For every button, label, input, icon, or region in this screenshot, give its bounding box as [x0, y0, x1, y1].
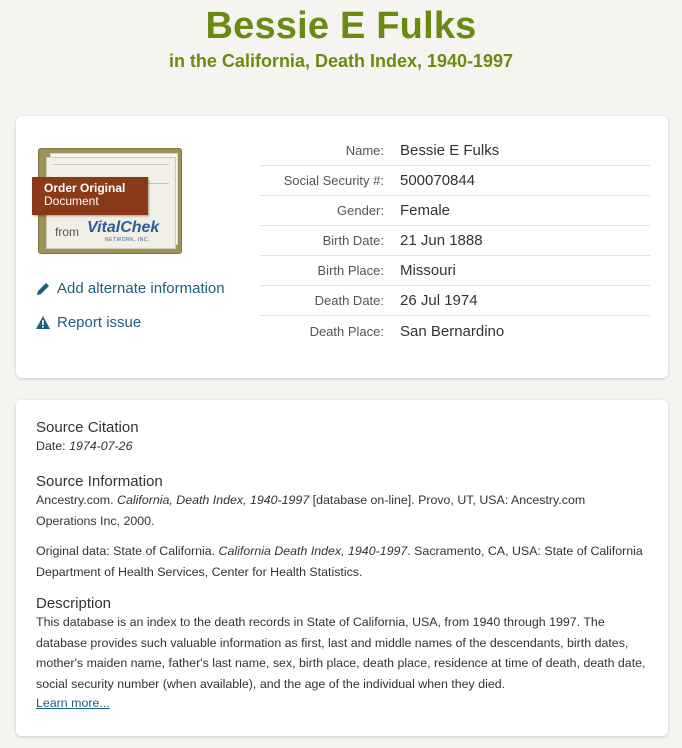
fact-row-birth-date — [260, 226, 650, 256]
source-citation-section — [36, 419, 648, 456]
learn-more-link[interactable]: Learn more... — [36, 696, 110, 710]
add-alternate-label: Add alternate information — [57, 280, 225, 297]
source-information-heading: Source Information — [36, 473, 163, 490]
source-card — [16, 400, 668, 736]
fact-row-death-date — [260, 286, 650, 316]
warning-icon — [35, 315, 51, 330]
source-information-text — [36, 490, 648, 531]
description-text: This database is an index to the death records in State of California, USA, from 1940 through 1997. The database provides such valuable information as first, last and middle names of the descendants, birth dates, mother's maiden name, father's last name, sex, birth place, death place, residence at time of death, death date, social security number (when available), and the age of the individual when they died. — [36, 615, 646, 691]
description-section — [36, 595, 648, 712]
date-label: Date: — [36, 439, 66, 453]
vitalchek-sub: NETWORK, INC. — [105, 237, 150, 243]
source-citation-heading: Source Citation — [36, 419, 139, 436]
report-issue-link[interactable] — [35, 314, 141, 331]
order-banner — [32, 177, 148, 215]
citation-date — [36, 436, 648, 456]
fact-value: Bessie E Fulks — [400, 142, 500, 159]
original-data-text — [36, 541, 648, 582]
fact-label: Birth Place: — [317, 263, 384, 278]
page-subtitle: in the California, Death Index, 1940-1997 — [168, 51, 514, 71]
fact-value: San Bernardino — [400, 322, 505, 340]
record-card — [16, 116, 668, 378]
pencil-icon — [35, 281, 51, 297]
info-text: Ancestry.com. — [36, 493, 114, 507]
page-header — [0, 0, 682, 73]
fact-value: Missouri — [400, 262, 456, 279]
order-banner-line2: Document — [44, 194, 99, 208]
fact-value: 21 Jun 1888 — [400, 232, 483, 249]
order-original-document-button[interactable] — [38, 148, 182, 254]
info-text: . Sacramento, CA, USA: State of California Department of Health Services, Center for Health Statistics. — [36, 544, 643, 579]
fact-label: Social Security #: — [283, 173, 384, 188]
fact-value: 26 Jul 1974 — [400, 292, 478, 309]
fact-label: Name: — [345, 143, 384, 158]
fact-label: Death Date: — [314, 293, 384, 308]
fact-label: Death Place: — [309, 323, 384, 339]
date-value: 1974-07-26 — [69, 439, 133, 453]
fact-label: Gender: — [337, 203, 384, 218]
fact-row-gender — [260, 196, 650, 226]
info-title: California Death Index, 1940-1997 — [218, 544, 408, 558]
fact-row-ssn — [260, 166, 650, 196]
fact-label: Birth Date: — [322, 233, 384, 248]
fact-row-death-place — [260, 316, 650, 346]
facts-table — [260, 136, 650, 346]
info-text: [database on-line]. Provo, UT, USA: Ancestry.com Operations Inc, 2000. — [36, 493, 586, 528]
report-issue-label: Report issue — [57, 314, 142, 331]
order-banner-line1: Order Original — [44, 181, 126, 195]
fact-value: 500070844 — [400, 172, 476, 189]
fact-row-name — [260, 136, 650, 166]
add-alternate-info-link[interactable] — [35, 280, 225, 297]
description-heading: Description — [36, 595, 112, 612]
source-information-section — [36, 473, 648, 582]
fact-row-birth-place — [260, 256, 650, 286]
from-label: from — [55, 225, 79, 239]
info-title: California, Death Index, 1940-1997 — [117, 493, 310, 507]
info-text: Original data: State of California. — [36, 544, 216, 558]
page-title: Bessie E Fulks — [205, 5, 477, 47]
vitalchek-logo: VitalChek — [87, 219, 160, 236]
fact-value: Female — [400, 202, 451, 219]
